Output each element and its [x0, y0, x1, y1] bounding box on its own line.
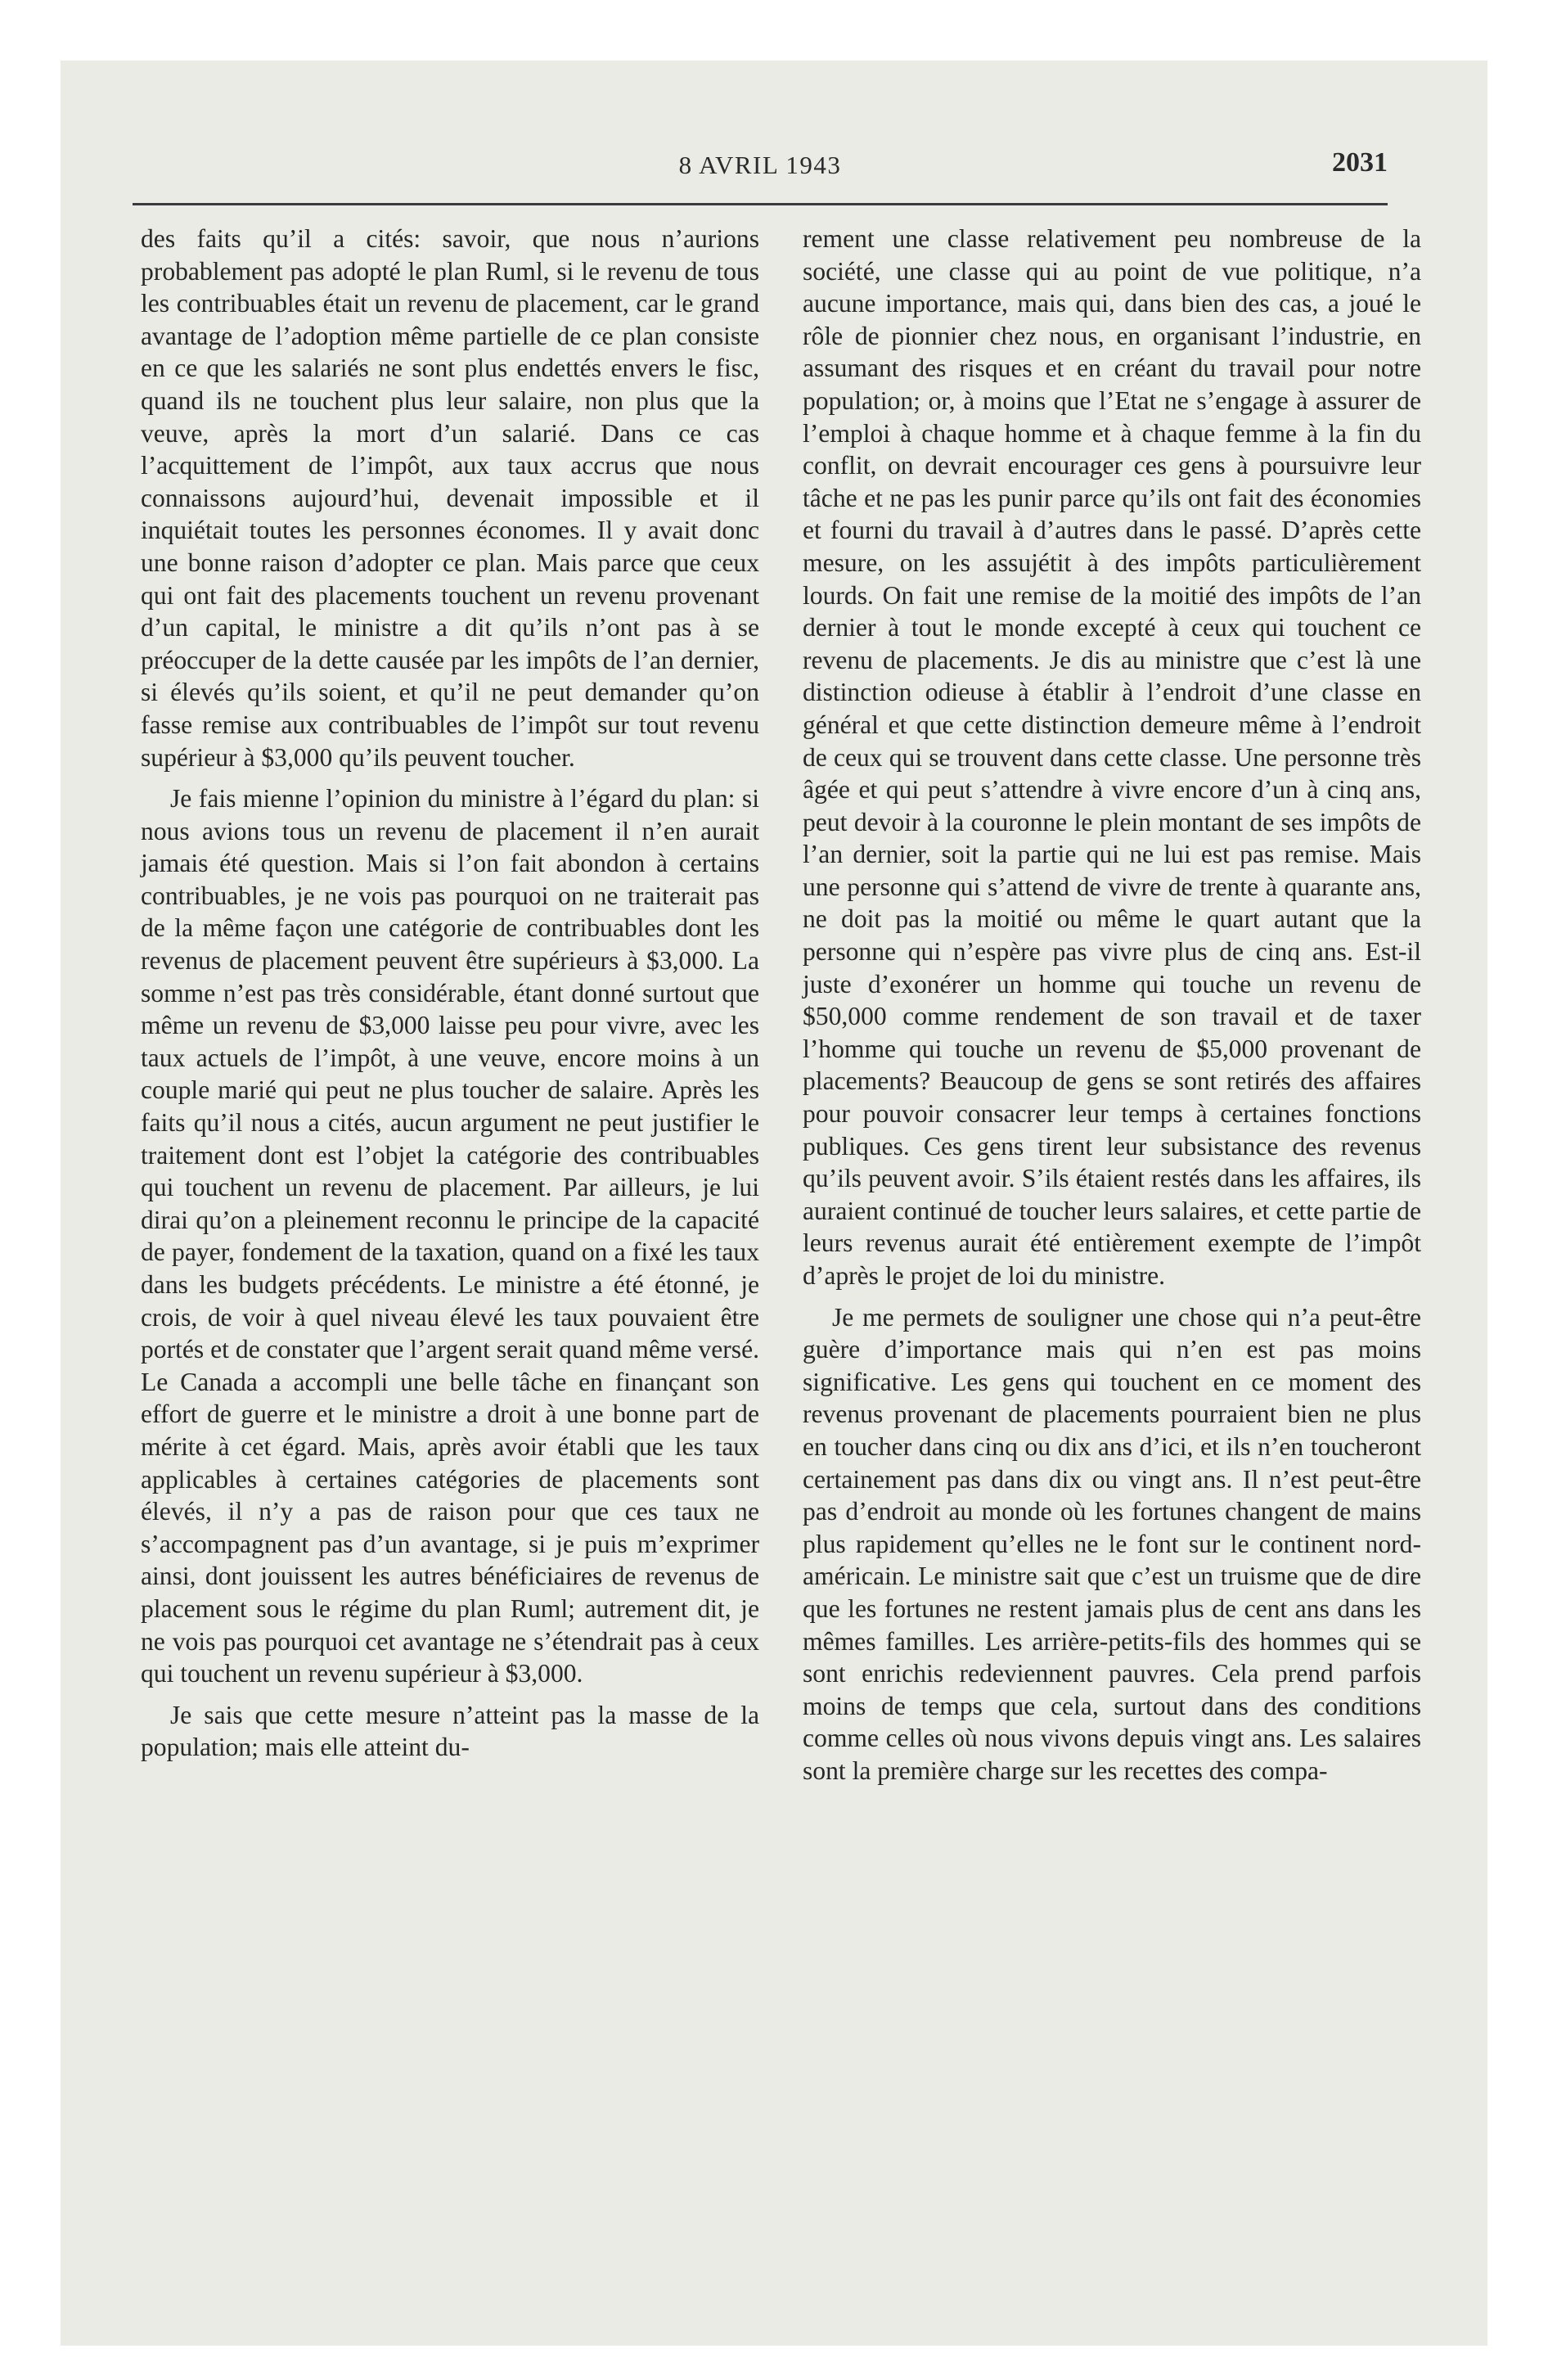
left-paragraph-2: Je fais mienne l’opinion du ministre à l’égard du plan: si nous avions tous un revenu de placement il n’en aurait jamais été question. Mais si l’on fait abondon à certains contribuables, je ne vois pas pourquoi on ne traiterait pas de la même façon une catégorie de contribuables dont les revenus de placement peuvent être supérieurs à $3,000. La somme n’est pas très considérable, étant donné surtout que même un revenu de $3,000 laisse peu pour vivre, avec les taux actuels de l’impôt, à une veuve, encore moins à un couple marié qui peut ne plus toucher de salaire. Après les faits qu’il nous a cités, aucun argument ne peut justifier le traitement dont est l’objet la catégorie des contribuables qui touchent un revenu de placement. Par ailleurs, je lui dirai qu’on a pleinement reconnu le principe de la capacité de payer, fondement de la taxation, quand on a fixé les taux dans les budgets précédents. Le ministre a été étonné, je crois, de voir à quel niveau élevé les taux pouvaient être portés et de constater que l’argent serait quand même versé. Le Canada a accompli une belle tâche en finançant son effort de guerre et le ministre a droit à une bonne part de mérite à cet égard. Mais, après avoir établi que les taux applicables à certaines catégories de placements sont élevés, il n’y a pas de raison pour que ces taux ne s’accompagnent pas d’un avantage, si je puis m’exprimer ainsi, dont jouissent les autres bénéficiaires de revenus de placement sous le régime du plan Ruml; autrement dit, je ne vois pas pourquoi cet avantage ne s’étendrait pas à ceux qui touchent un revenu supérieur à $3,000.: [141, 784, 759, 1688]
page-date: 8 AVRIL 1943: [678, 151, 842, 179]
right-column: [803, 223, 1421, 1796]
page-header: [133, 144, 1388, 193]
page-number: 2031: [1332, 147, 1388, 178]
left-paragraph-1: des faits qu’il a cités: savoir, que nous n’aurions probablement pas adopté le plan Ruml, si le revenu de tous les contribuables était un revenu de placement, car le grand avantage de l’adoption même partielle de ce plan consiste en ce que les salariés ne sont plus endettés envers le fisc, quand ils ne touchent plus leur salaire, non plus que la veuve, après la mort d’un salarié. Dans ce cas l’acquittement de l’impôt, aux taux accrus que nous connaissons aujourd’hui, devenait impossible et il inquiétait toutes les personnes économes. Il y avait donc une bonne raison d’adopter ce plan. Mais parce que ceux qui ont fait des placements touchent un revenu provenant d’un capital, le ministre a dit qu’ils n’ont pas à se préoccuper de la dette causée par les impôts de l’an dernier, si élevés qu’ils soient, et qu’il ne peut demander qu’on fasse remise aux contribuables de l’impôt sur tout revenu supérieur à $3,000 qu’ils peuvent toucher.: [141, 224, 759, 772]
left-column: [141, 223, 759, 1773]
left-paragraph-3: Je sais que cette mesure n’atteint pas la masse de la population; mais elle atteint du-: [141, 1700, 759, 1762]
right-paragraph-2: Je me permets de souligner une chose qui n’a peut-être guère d’importance mais qui n’en est pas moins significative. Les gens qui touchent en ce moment des revenus provenant de placements pourraient bien ne plus en toucher dans cinq ou dix ans d’ici, et ils n’en toucheront certainement pas dans dix ou vingt ans. Il n’est peut-être pas d’endroit au monde où les fortunes changent de mains plus rapidement qu’elles ne le font sur le continent nord-américain. Le ministre sait que c’est un truisme que de dire que les fortunes ne restent jamais plus de cent ans dans les mêmes familles. Les arrière-petits-fils des hommes qui se sont enrichis redeviennent pauvres. Cela prend parfois moins de temps que cela, surtout dans des conditions comme celles où nous vivons depuis vingt ans. Les salaires sont la première charge sur les recettes des compa-: [803, 1302, 1421, 1785]
right-paragraph-1: rement une classe relativement peu nombreuse de la société, une classe qui au point de vue politique, n’a aucune importance, mais qui, dans bien des cas, a joué le rôle de pionnier chez nous, en organisant l’industrie, en assumant des risques et en créant du travail pour notre population; or, à moins que l’Etat ne s’engage à assurer de l’emploi à chaque homme et à chaque femme à la fin du conflit, on devrait encourager ces gens à poursuivre leur tâche et ne pas les punir parce qu’ils ont fait des économies et fourni du travail à d’autres dans le passé. D’après cette mesure, on les assujétit à des impôts particulièrement lourds. On fait une remise de la moitié des impôts de l’an dernier à tout le monde excepté à ceux qui touchent ce revenu de placements. Je dis au ministre que c’est là une distinction odieuse à établir à l’endroit d’une classe en général et que cette distinction demeure même à l’endroit de ceux qui se trouvent dans cette classe. Une personne très âgée et qui peut s’attendre à vivre encore d’un à cinq ans, peut devoir à la couronne le plein montant de ses impôts de l’an dernier, soit la partie qui ne lui est pas remise. Mais une personne qui s’attend de vivre de trente à quarante ans, ne doit pas la moitié ou même le quart autant que la personne qui n’espère pas vivre plus de cinq ans. Est-il juste d’exonérer un homme qui touche un revenu de $50,000 comme rendement de son travail et de taxer l’homme qui touche un revenu de $5,000 provenant de placements? Beaucoup de gens se sont retirés des affaires pour pouvoir consacrer leur temps à certaines fonctions publiques. Ces gens tirent leur subsistance des revenus qu’ils peuvent avoir. S’ils étaient restés dans les affaires, ils auraient continué de toucher leurs salaires, et cette partie de leurs revenus aurait été entièrement exempte de l’impôt d’après le projet de loi du ministre.: [803, 224, 1421, 1290]
header-rule: [133, 203, 1388, 205]
